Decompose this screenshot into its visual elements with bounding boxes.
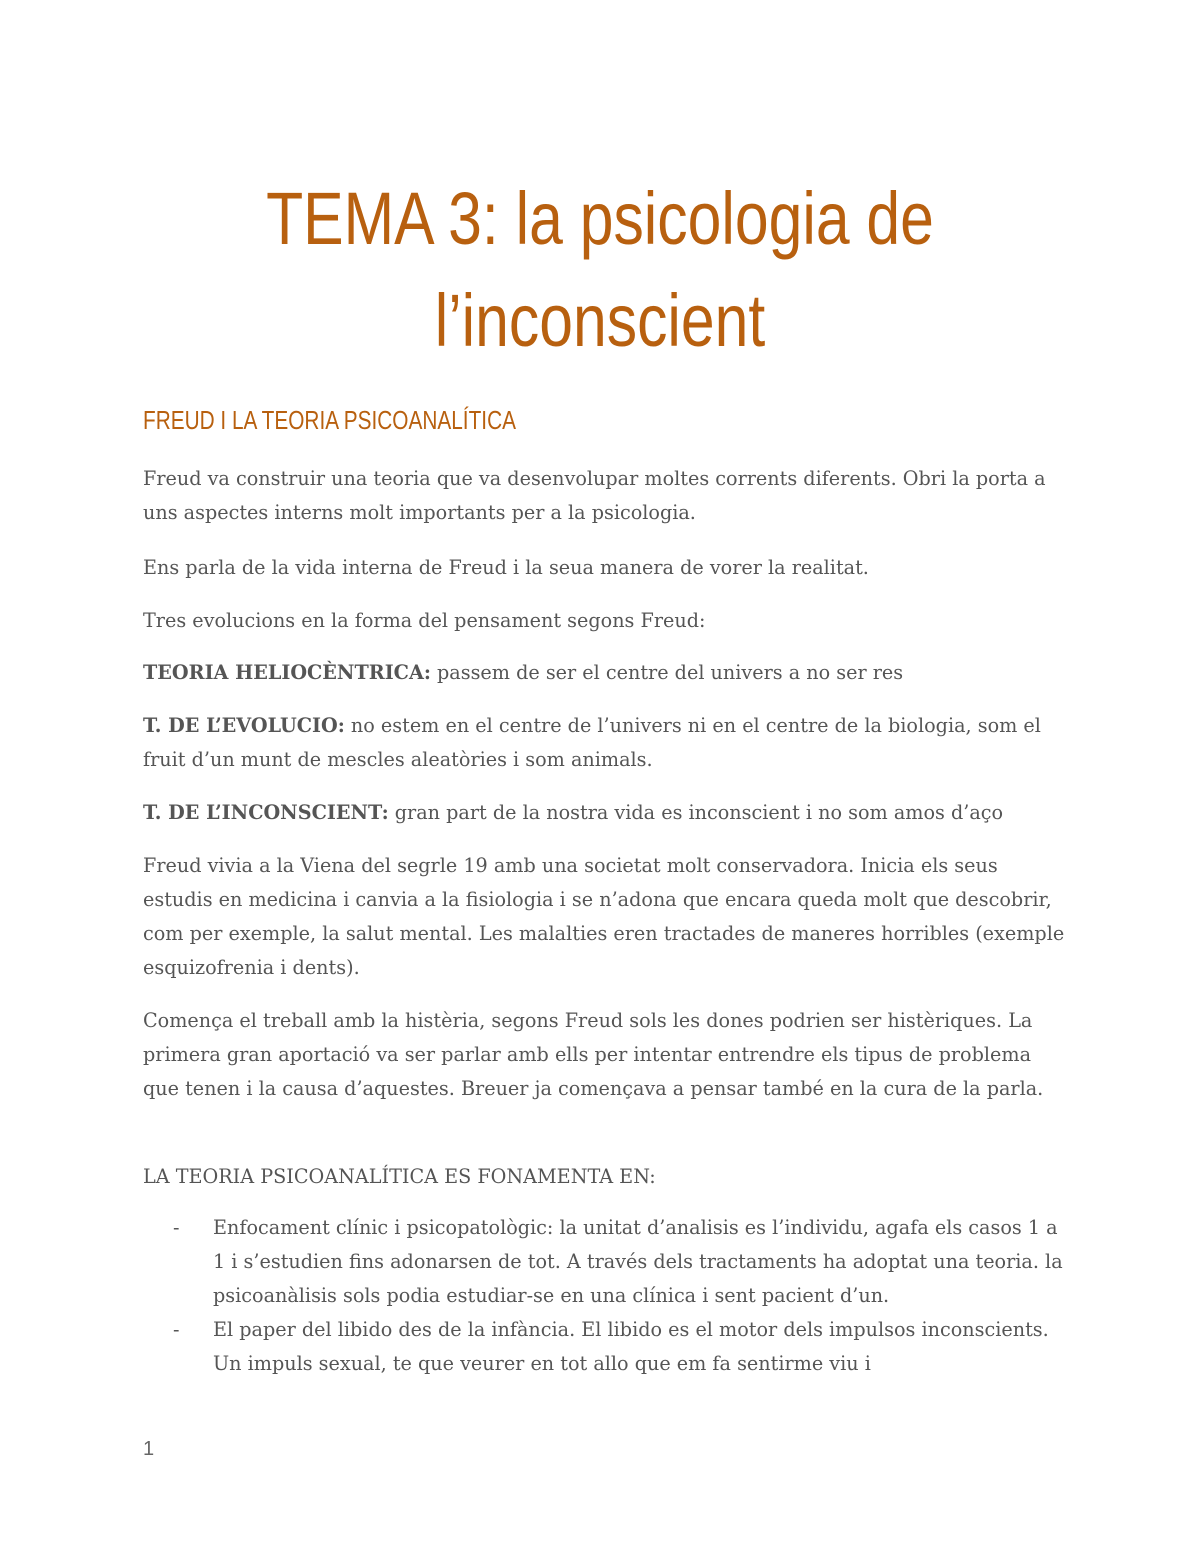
page-number: 1 (143, 1438, 155, 1460)
paragraph-hysteria: Comença el treball amb la histèria, segons Freud sols les dones podrien ser histèriques. La primera gran aportació va ser parlar amb ells per intentar entrendre els tipus de problema que tenen i la causa d’aquestes. Breuer ja començava a pensar també en la cura de la parla. (143, 1009, 1044, 1100)
title-line-1: TEMA 3: la psicologia de (266, 177, 934, 260)
list-dash: - (173, 1216, 180, 1239)
heliocentric-text: passem de ser el centre del univers a no ser res (430, 661, 904, 684)
list-item (143, 1211, 1073, 1313)
title-line-2: l’inconscient (434, 279, 766, 362)
unconscious-label: T. DE L’INCONSCIENT: (143, 801, 389, 824)
paragraph-intro: Freud va construir una teoria que va desenvolupar moltes corrents diferents. Obri la porta a uns aspectes interns molt importants per a la psicologia. (143, 467, 1046, 524)
paragraph-foundations-heading: LA TEORIA PSICOANALÍTICA ES FONAMENTA EN: (143, 1165, 656, 1188)
unconscious-text: gran part de la nostra vida es inconscient i no som amos d’aço (388, 801, 1004, 824)
evolution-text: no estem en el centre de l’univers ni en el centre de la biologia, som el fruit d’un munt de mescles aleatòries i som animals. (143, 714, 1041, 771)
evolution-label: T. DE L’EVOLUCIO: (143, 714, 345, 737)
list-item (143, 1313, 1073, 1381)
paragraph-heliocentric (143, 656, 1073, 690)
list-item-text: El paper del libido des de la infància. El libido es el motor dels impulsos inconscients. Un impuls sexual, te que veurer en tot allo que em fa sentirme viu i (213, 1318, 1049, 1375)
paragraph-inner-life: Ens parla de la vida interna de Freud i la seua manera de vorer la realitat. (143, 556, 869, 579)
list-dash: - (173, 1318, 180, 1341)
foundations-list (143, 1211, 1073, 1381)
paragraph-vienna: Freud vivia a la Viena del segrle 19 amb una societat molt conservadora. Inicia els seus estudis en medicina i canvia a la fisiologia i se n’adona que encara queda molt que descobrir, com per exemple, la salut mental. Les malalties eren tractades de maneres horribles (exemple esquizofrenia i dents). (143, 854, 1065, 979)
section-heading: FREUD I LA TEORIA PSICOANALÍTICA (143, 405, 516, 435)
paragraph-evolution (143, 709, 1073, 777)
heliocentric-label: TEORIA HELIOCÈNTRICA: (143, 661, 431, 684)
document-title (108, 168, 1092, 372)
list-item-text: Enfocament clínic i psicopatològic: la unitat d’analisis es l’individu, agafa els casos 1 a 1 i s’estudien fins adonarsen de tot. A través dels tractaments ha adoptat una teoria. la psicoanàlisis sols podia estudiar-se en una clínica i sent pacient d’un. (213, 1216, 1063, 1307)
paragraph-unconscious (143, 796, 1073, 830)
paragraph-three-evolutions: Tres evolucions en la forma del pensament segons Freud: (143, 609, 706, 632)
